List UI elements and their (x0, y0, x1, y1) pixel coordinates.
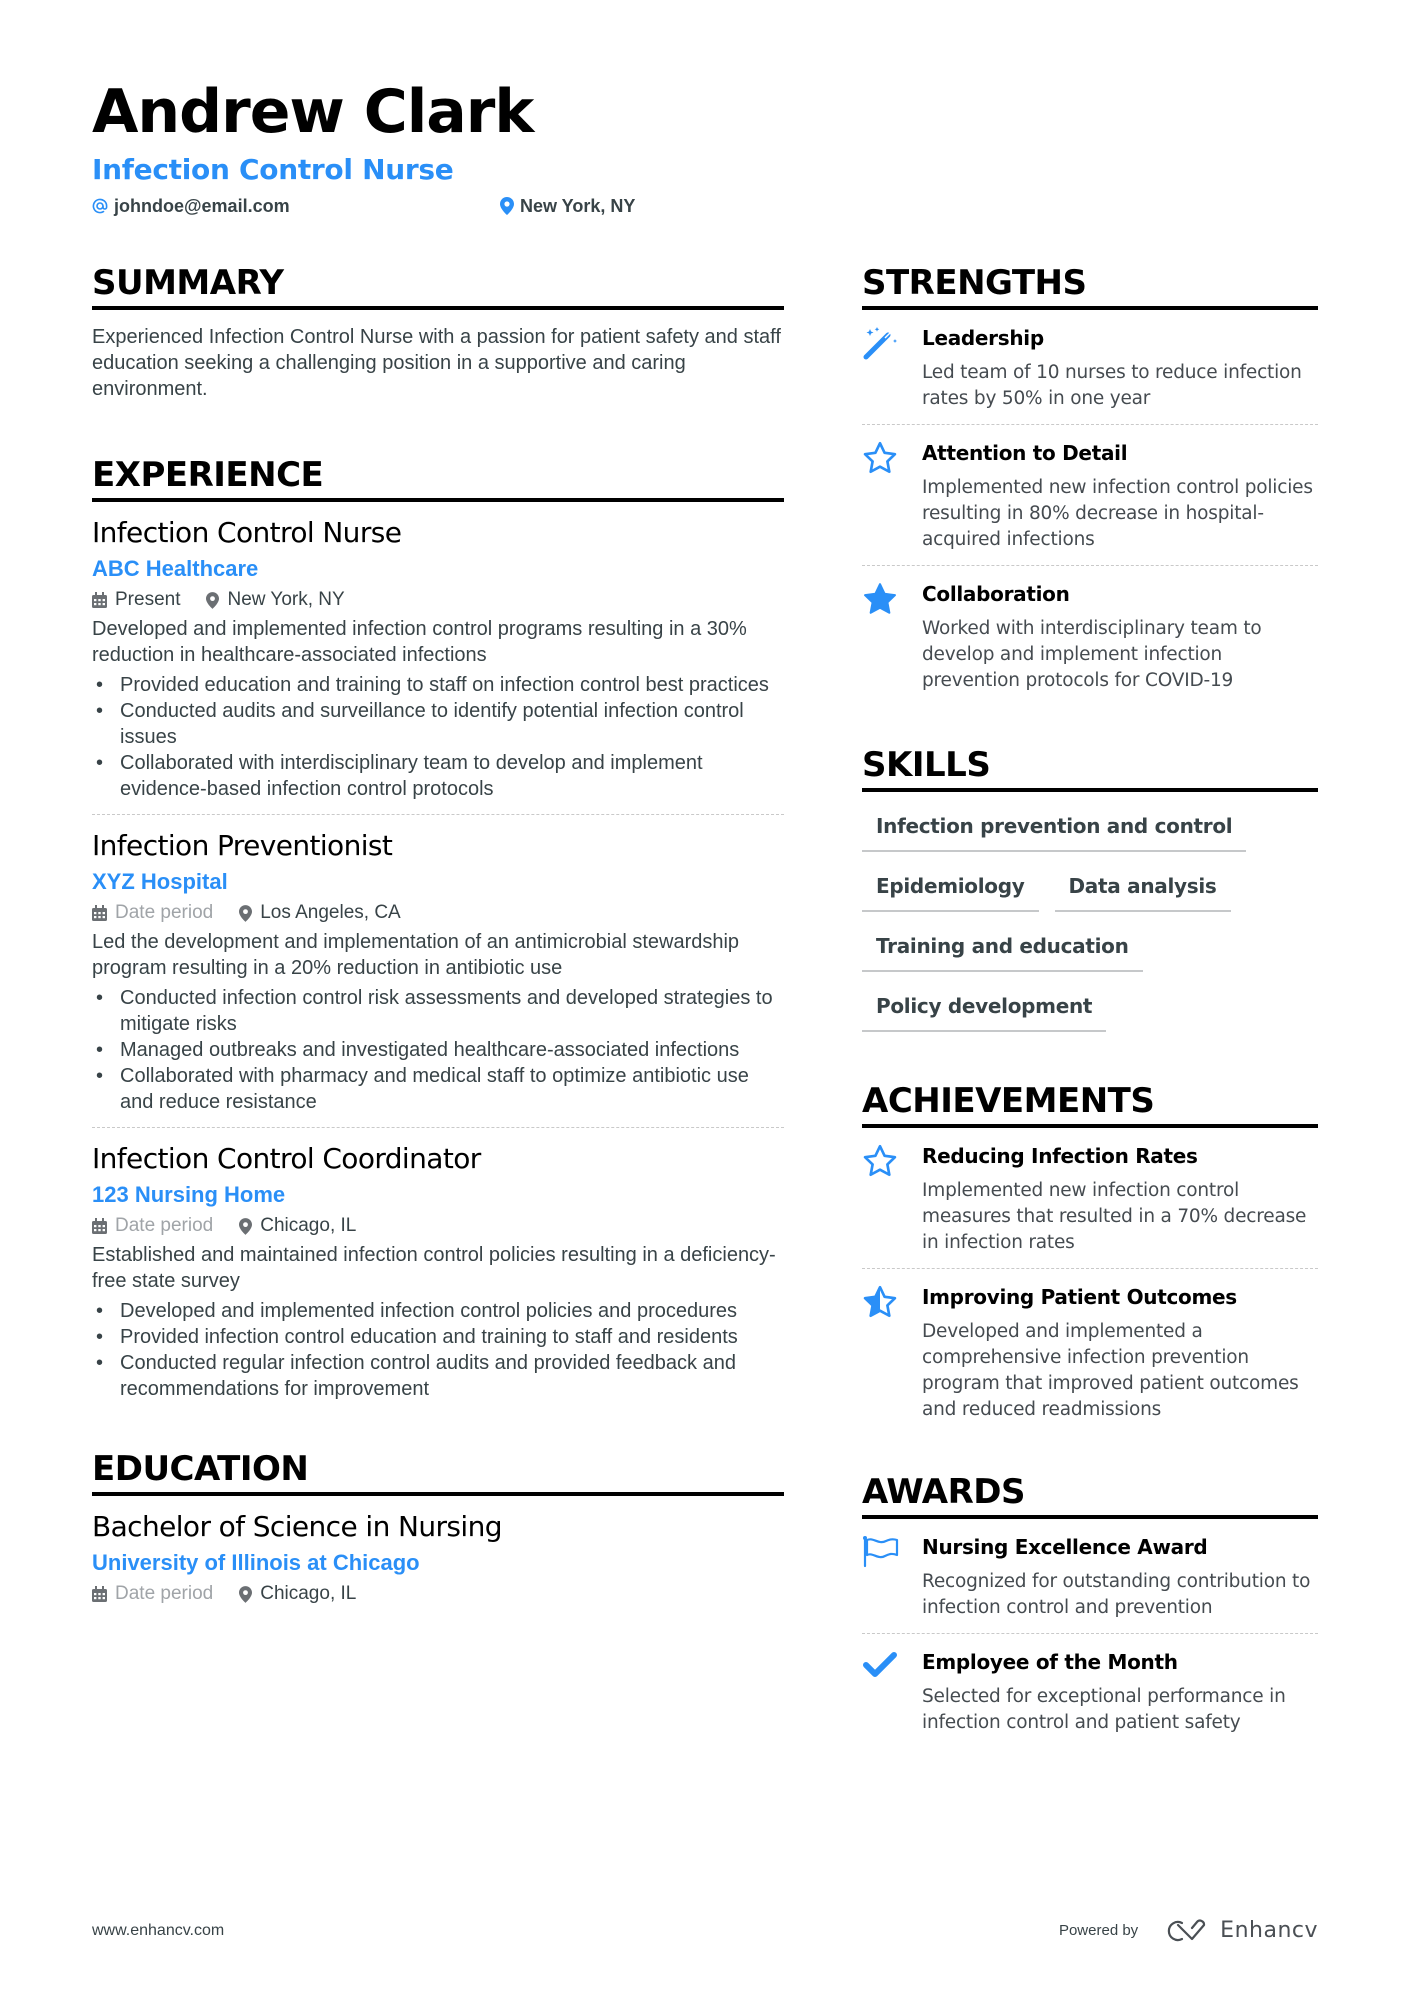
achievement-description: Implemented new infection control measures that resulted in a 70% decrease in infection rates (922, 1180, 1307, 1253)
job-bullet: • Developed and implemented infection control policies and procedures (92, 1298, 784, 1324)
resume-header (92, 74, 1318, 222)
job-meta (92, 899, 784, 927)
summary-section (92, 262, 784, 402)
section-title-achievements: ACHIEVEMENTS (862, 1081, 1155, 1121)
email-text: johndoe@email.com (114, 196, 290, 216)
candidate-name: Andrew Clark (92, 77, 534, 147)
job-bullet: • Collaborated with interdisciplinary team to develop and implement evidence-based infection control protocols (92, 750, 784, 802)
enhancv-logo-icon (1164, 1919, 1210, 1943)
checkmark-icon (862, 1648, 922, 1736)
experience-entry (92, 1127, 784, 1414)
job-bullets (92, 985, 784, 1115)
skill-tag: Training and education (862, 928, 1143, 972)
education-date (92, 1580, 213, 1608)
job-date-text: Present (115, 589, 181, 610)
contact-info (92, 194, 1318, 222)
right-column (862, 262, 1318, 1748)
section-title-strengths: STRENGTHS (862, 263, 1087, 303)
map-pin-icon (239, 1586, 252, 1603)
star-filled-icon (862, 580, 922, 694)
strength-item (862, 310, 1318, 424)
job-date (92, 1212, 213, 1240)
job-location-text: Chicago, IL (260, 1215, 357, 1236)
flag-icon (862, 1533, 922, 1621)
job-date-text: Date period (115, 1215, 214, 1236)
education-entry (92, 1496, 784, 1608)
education-degree: Bachelor of Science in Nursing (92, 1510, 502, 1543)
job-description: Developed and implemented infection control programs resulting in a 30% reduction in healthcare-associated infections (92, 618, 747, 666)
achievement-title: Improving Patient Outcomes (922, 1285, 1237, 1309)
footer (92, 1918, 1318, 1948)
achievement-item (862, 1268, 1318, 1435)
summary-text: Experienced Infection Control Nurse with a passion for patient safety and staff education seeking a challenging position in a supportive and caring environment. (92, 326, 781, 400)
strength-title: Collaboration (922, 582, 1070, 606)
section-divider (92, 306, 784, 310)
education-school: University of Illinois at Chicago (92, 1550, 420, 1575)
job-role: Infection Preventionist (92, 829, 393, 862)
job-meta (92, 1212, 784, 1240)
strength-title: Attention to Detail (922, 441, 1128, 465)
strength-title: Leadership (922, 326, 1044, 350)
achievements-section (862, 1080, 1318, 1435)
section-title-skills: SKILLS (862, 745, 991, 785)
job-date (92, 899, 213, 927)
job-location (239, 899, 400, 927)
job-company: ABC Healthcare (92, 556, 259, 581)
job-bullet: • Conducted regular infection control audits and provided feedback and recommendations for improvement (92, 1350, 784, 1402)
job-bullet: • Collaborated with pharmacy and medical staff to optimize antibiotic use and reduce resistance (92, 1063, 784, 1115)
job-role: Infection Control Coordinator (92, 1142, 481, 1175)
job-bullet: • Conducted audits and surveillance to identify potential infection control issues (92, 698, 784, 750)
powered-by (1059, 1918, 1318, 1943)
job-role: Infection Control Nurse (92, 516, 402, 549)
enhancv-logo[interactable] (1164, 1918, 1318, 1943)
achievement-item (862, 1128, 1318, 1268)
job-bullet: • Provided education and training to staff on infection control best practices (92, 672, 784, 698)
award-item (862, 1633, 1318, 1748)
achievement-title: Reducing Infection Rates (922, 1144, 1198, 1168)
strength-item (862, 424, 1318, 565)
job-description: Led the development and implementation of an antimicrobial stewardship program resulting in a 20% reduction in antibiotic use (92, 931, 740, 979)
award-title: Employee of the Month (922, 1650, 1178, 1674)
map-pin-icon (239, 1218, 252, 1235)
job-meta (92, 586, 784, 614)
section-title-education: EDUCATION (92, 1449, 309, 1489)
section-title-experience: EXPERIENCE (92, 455, 324, 495)
star-half-icon (862, 1283, 922, 1423)
job-bullets (92, 672, 784, 802)
footer-site-link[interactable]: www.enhancv.com (92, 1922, 225, 1939)
job-date-text: Date period (115, 902, 214, 923)
skill-tag: Epidemiology (862, 868, 1039, 912)
education-location-text: Chicago, IL (260, 1583, 357, 1604)
award-item (862, 1519, 1318, 1633)
achievement-description: Developed and implemented a comprehensive infection prevention program that improved patient outcomes and reduced readmissions (922, 1321, 1299, 1420)
skill-tag: Policy development (862, 988, 1106, 1032)
skills-list (862, 792, 1318, 1048)
skill-tag: Data analysis (1055, 868, 1231, 912)
calendar-icon (92, 592, 107, 608)
calendar-icon (92, 1586, 107, 1602)
job-location (206, 586, 344, 614)
job-date (92, 586, 180, 614)
left-column (92, 262, 784, 1608)
strength-item (862, 565, 1318, 706)
job-location-text: Los Angeles, CA (260, 902, 401, 923)
section-title-awards: AWARDS (862, 1472, 1025, 1512)
award-title: Nursing Excellence Award (922, 1535, 1208, 1559)
magic-wand-icon (862, 324, 922, 412)
star-outline-icon (862, 439, 922, 553)
calendar-icon (92, 905, 107, 921)
experience-entry (92, 814, 784, 1127)
job-company: 123 Nursing Home (92, 1182, 286, 1207)
skills-section (862, 744, 1318, 1048)
job-bullet: • Provided infection control education and training to staff and residents (92, 1324, 784, 1350)
powered-by-label: Powered by (1058, 1922, 1139, 1939)
job-bullets (92, 1298, 784, 1402)
award-description: Recognized for outstanding contribution to infection control and prevention (922, 1571, 1311, 1618)
job-bullet: • Conducted infection control risk assessments and developed strategies to mitigate risks (92, 985, 784, 1037)
experience-entry (92, 502, 784, 814)
section-title-summary: SUMMARY (92, 263, 284, 303)
enhancv-brand-text: Enhancv (1220, 1918, 1318, 1943)
map-pin-icon (239, 905, 252, 922)
calendar-icon (92, 1218, 107, 1234)
contact-email[interactable] (92, 194, 290, 218)
job-location-text: New York, NY (227, 589, 345, 610)
strength-description: Implemented new infection control policies resulting in 80% decrease in hospital-acquired infections (922, 477, 1313, 550)
contact-location (500, 194, 635, 218)
at-sign-icon (92, 198, 108, 214)
skill-tag: Infection prevention and control (862, 808, 1246, 852)
education-location (239, 1580, 356, 1608)
education-section (92, 1448, 784, 1608)
strength-description: Worked with interdisciplinary team to develop and implement infection prevention protocols for COVID-19 (922, 618, 1262, 691)
education-meta (92, 1580, 784, 1608)
star-outline-icon (862, 1142, 922, 1256)
job-company: XYZ Hospital (92, 869, 228, 894)
job-description: Established and maintained infection control policies resulting in a deficiency-free state survey (92, 1244, 776, 1292)
award-description: Selected for exceptional performance in infection control and patient safety (922, 1686, 1286, 1733)
candidate-title: Infection Control Nurse (92, 153, 454, 186)
location-text: New York, NY (520, 196, 636, 216)
experience-section (92, 454, 784, 1414)
job-bullet: • Managed outbreaks and investigated healthcare-associated infections (92, 1037, 784, 1063)
map-pin-icon (206, 592, 219, 609)
awards-section (862, 1471, 1318, 1748)
strengths-section (862, 262, 1318, 706)
job-location (239, 1212, 356, 1240)
education-date-text: Date period (115, 1583, 214, 1604)
strength-description: Led team of 10 nurses to reduce infection rates by 50% in one year (922, 362, 1302, 409)
map-pin-icon (500, 197, 514, 215)
